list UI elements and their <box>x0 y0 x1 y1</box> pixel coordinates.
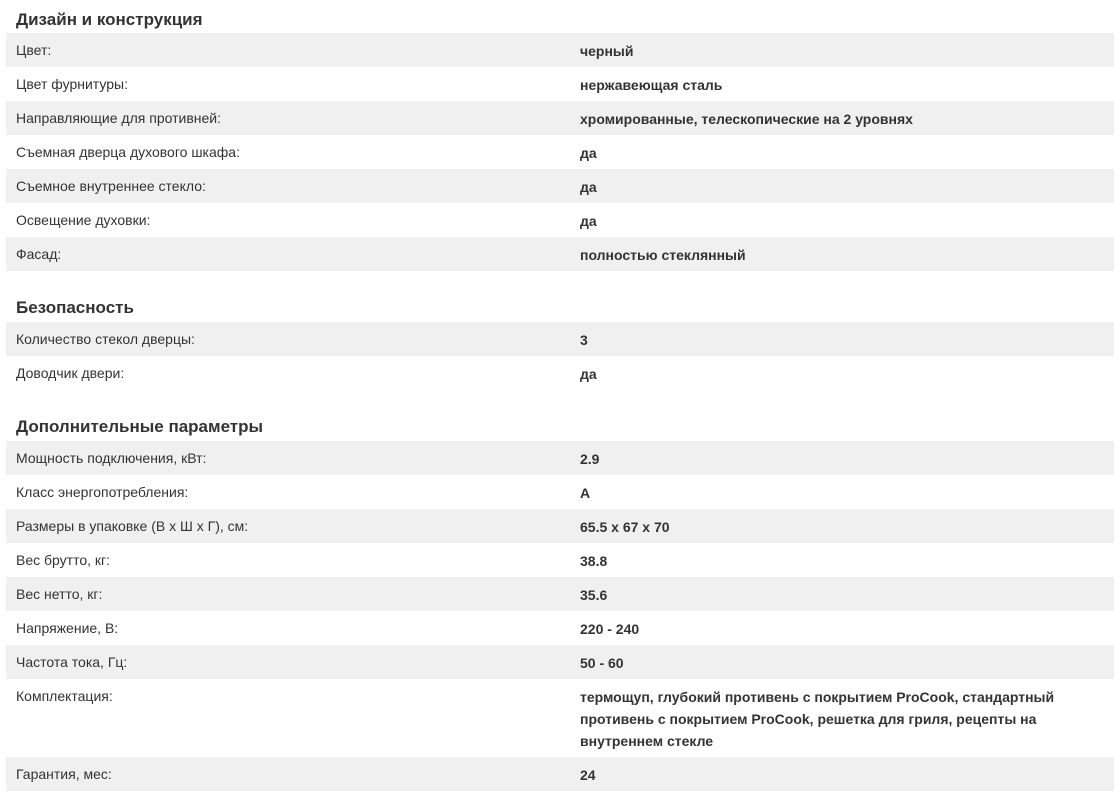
spec-row-warranty <box>6 757 1114 791</box>
spec-value: 65.5 x 67 x 70 <box>580 519 670 535</box>
spec-row-energy-class <box>6 475 1114 509</box>
spec-value: да <box>580 366 597 382</box>
spec-value: да <box>580 179 597 195</box>
spec-row-removable-door <box>6 135 1114 169</box>
spec-label: Класс энергопотребления: <box>16 484 189 500</box>
spec-row-oven-light <box>6 203 1114 237</box>
spec-row-door-closer <box>6 356 1114 390</box>
spec-row-voltage <box>6 611 1114 645</box>
spec-label: Размеры в упаковке (В х Ш х Г), см: <box>16 518 249 534</box>
spec-label: Доводчик двери: <box>16 365 125 381</box>
spec-label: Съемная дверца духового шкафа: <box>16 144 240 160</box>
spec-value: 3 <box>580 332 588 348</box>
spec-value: полностью стеклянный <box>580 247 746 263</box>
spec-label: Направляющие для противней: <box>16 110 221 126</box>
spec-value: 38.8 <box>580 553 608 569</box>
spec-row-gross-weight <box>6 543 1114 577</box>
spec-value: A <box>580 485 591 501</box>
spec-row-frequency <box>6 645 1114 679</box>
spec-value: термощуп, глубокий противень с покрытием ProCook, стандартный противень с покрытием ProCook, решетка для гриля, рецепты на внутреннем стекле <box>580 689 1055 749</box>
spec-row-hardware-color <box>6 67 1114 101</box>
spec-label: Количество стекол дверцы: <box>16 331 195 347</box>
spec-row-net-weight <box>6 577 1114 611</box>
spec-label: Гарантия, мес: <box>16 766 112 782</box>
spec-label: Вес брутто, кг: <box>16 552 111 568</box>
spec-row-removable-glass <box>6 169 1114 203</box>
spec-label: Цвет: <box>16 42 52 58</box>
spec-value: хромированные, телескопические на 2 уровнях <box>580 111 913 127</box>
spec-row-facade <box>6 237 1114 271</box>
spec-row-package-dimensions <box>6 509 1114 543</box>
spec-row-door-glass-count <box>6 322 1114 356</box>
spec-label: Вес нетто, кг: <box>16 586 103 602</box>
spec-value: 2.9 <box>580 451 600 467</box>
spec-value: черный <box>580 43 634 59</box>
spec-row-color <box>6 33 1114 67</box>
section-title-additional: Дополнительные параметры <box>16 417 264 436</box>
spec-value: да <box>580 145 597 161</box>
spec-label: Цвет фурнитуры: <box>16 76 128 92</box>
spec-row-package-contents <box>6 679 1114 757</box>
spec-value: 24 <box>580 767 596 783</box>
spec-label: Комплектация: <box>16 688 113 704</box>
spec-value: 35.6 <box>580 587 608 603</box>
spec-label: Съемное внутреннее стекло: <box>16 178 206 194</box>
spec-row-rails <box>6 101 1114 135</box>
spec-row-power <box>6 441 1114 475</box>
spec-label: Освещение духовки: <box>16 212 151 228</box>
spec-label: Мощность подключения, кВт: <box>16 450 207 466</box>
spec-label: Частота тока, Гц: <box>16 654 128 670</box>
spec-value: да <box>580 213 597 229</box>
section-title-safety: Безопасность <box>16 298 134 317</box>
section-title-design: Дизайн и конструкция <box>16 10 203 29</box>
spec-value: 220 - 240 <box>580 621 640 637</box>
spec-value: 50 - 60 <box>580 655 624 671</box>
spec-label: Фасад: <box>16 246 62 262</box>
spec-label: Напряжение, В: <box>16 620 119 636</box>
spec-value: нержавеющая сталь <box>580 77 723 93</box>
